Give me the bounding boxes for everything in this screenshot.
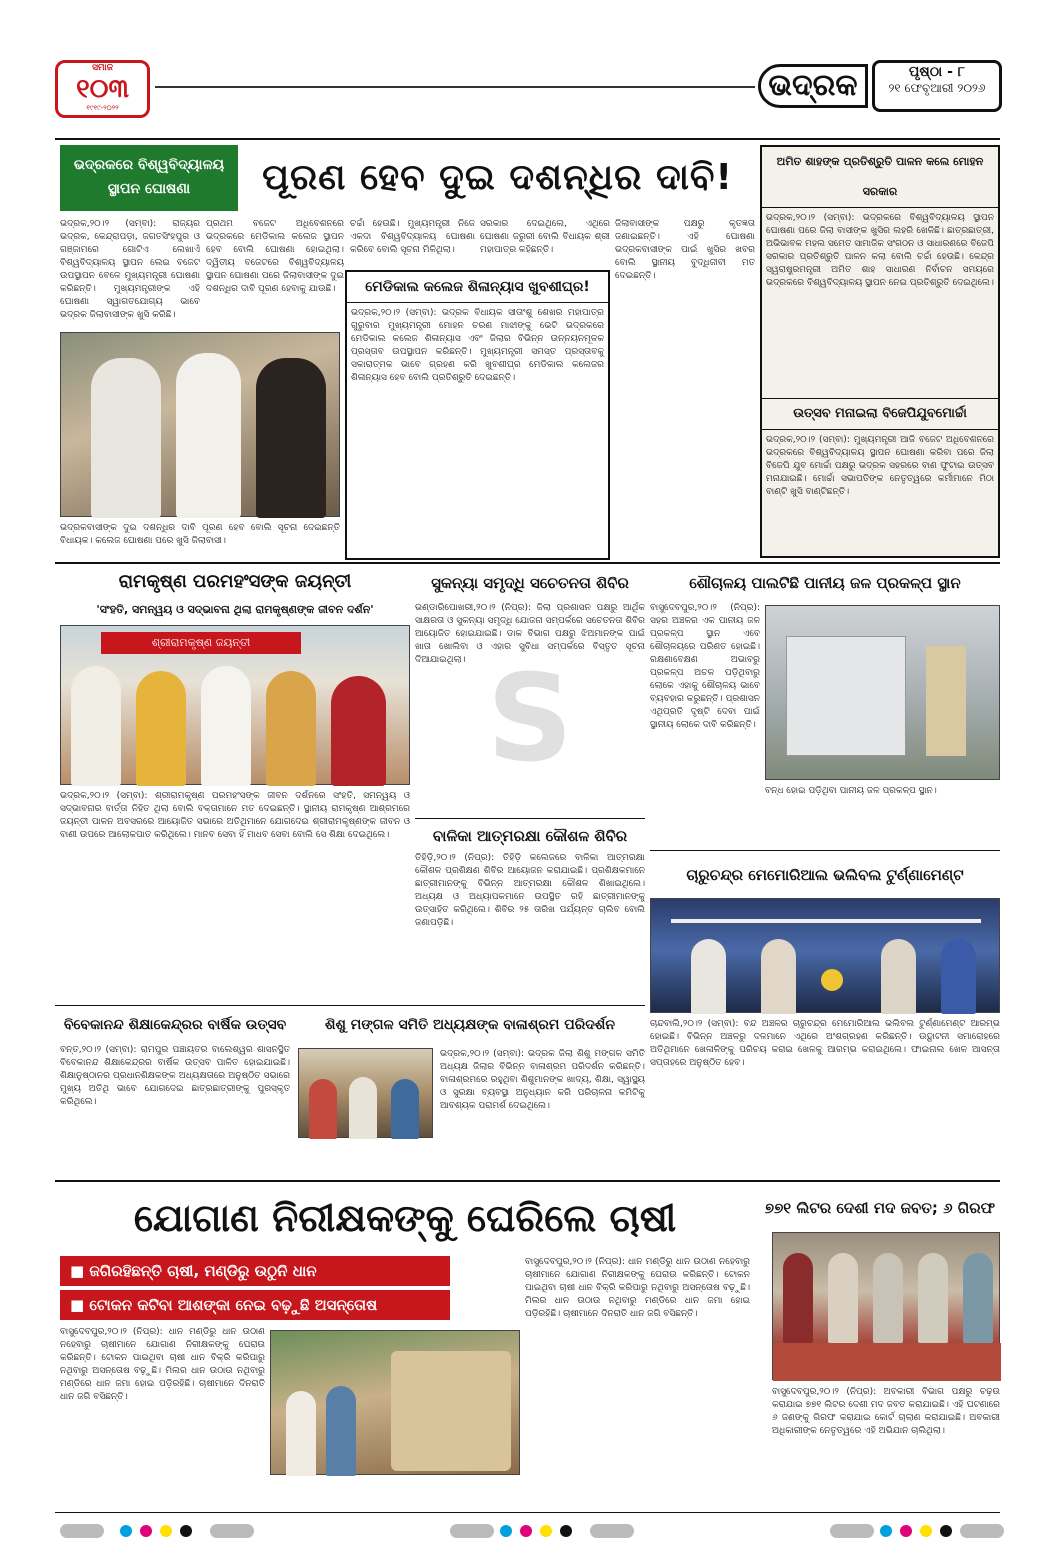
cyan-dot <box>500 1525 512 1537</box>
liquor-body: ବାସୁଦେବପୁର,୨୦।୨ (ନିପ୍ର): ଅବକାରୀ ବିଭାଗ ପକ୍ଷରୁ ଚଢ଼ଉ କରାଯାଇ ୭୭୧ ଲିଟର ଦେଶୀ ମଦ ଜବତ କରାଯାଇଛି। ଏହି ଘଟଣାରେ ୬ ଜଣଙ୍କୁ ଗିରଫ କରାଯାଇ କୋର୍ଟ ଚାଲାଣ କରାଯାଇଛି। ଅବକାରୀ ଅଧିକାରୀଙ୍କ ନେତୃତ୍ୱରେ ଏହି ଅଭିଯାନ ଚାଲିଥିଲା। <box>772 1387 1000 1436</box>
footer-register-mark <box>450 1524 494 1538</box>
ramakrishna-headline: ରାମକୃଷ୍ଣ ପରମହଂସଙ୍କ ଜୟନ୍ତୀ <box>118 571 352 592</box>
page-number: ପୃଷ୍ଠା - ୮ <box>908 64 966 80</box>
shishu-body: ଭଦ୍ରକ,୨୦।୨ (ସମ୍ବା): ଭଦ୍ରକ ଜିଲା ଶିଶୁ ମଙ୍ଗଳ ସମିତି ଅଧ୍ୟକ୍ଷ ଜିଲାର ବିଭିନ୍ନ ବାଳାଶ୍ରମ ପରିଦର୍ଶନ କରିଛନ୍ତି। ବାଳାଶ୍ରମରେ ରହୁଥିବା ଶିଶୁମାନଙ୍କ ଖାଦ୍ୟ, ଶିକ୍ଷା, ସ୍ୱାସ୍ଥ୍ୟ ଓ ସୁରକ୍ଷା ବ୍ୟବସ୍ଥା ଅନୁଧ୍ୟାନ କରି ପରିଚାଳନା କମିଟିକୁ ଆବଶ୍ୟକ ପରାମର୍ଶ ଦେଇଥିଲେ। <box>440 1049 645 1111</box>
cyan-dot <box>880 1525 892 1537</box>
person-figure <box>881 939 916 1014</box>
black-dot <box>940 1525 952 1537</box>
black-dot <box>560 1525 572 1537</box>
lead-body-col2: ପ୍ରଥମ ବଜେଟ ଅଧିବେଶନରେ ଭଦ୍ରକରେ ମେଡିକାଲ କଲେଜ ସ୍ଥାପନ ହେବ ବୋଲି ଘୋଷଣା ହୋଇଥିଲା। ଦ୍ୱିତୀୟ ବଜେଟରେ ବିଶ୍ୱବିଦ୍ୟାଳୟ ସ୍ଥାପନ ଘୋଷଣା ପରେ ଜିଲାବାସୀଙ୍କ ଦୁଇ ଦଶନ୍ଧିର ଦାବି ପୂରଣ ହେବାକୁ ଯାଉଛି। <box>206 219 344 294</box>
newspaper-logo <box>55 60 150 118</box>
person-figure <box>309 1079 337 1139</box>
person-figure <box>136 671 186 786</box>
divider-volleyball <box>650 850 1000 851</box>
person-figure <box>783 1253 813 1343</box>
bjym-body: ଭଦ୍ରକ,୨୦।୨ (ସମ୍ବା): ମୁଖ୍ୟମନ୍ତ୍ରୀ ଆଜି ବଜେଟ ଅଧିବେଶନରେ ଭଦ୍ରକରେ ବିଶ୍ୱବିଦ୍ୟାଳୟ ସ୍ଥାପନ ଘୋଷଣା କରିବା ପରେ ଜିଲା ବିଜେପି ଯୁବ ମୋର୍ଚ୍ଚା ପକ୍ଷରୁ ଭଦ୍ରକ ସହରରେ ବାଣ ଫୁଟାଇ ଉତ୍ସବ ମନାଯାଇଛି। ମୋର୍ଚ୍ଚା ସଭାପତିଙ୍କ ନେତୃତ୍ୱରେ କର୍ମୀମାନେ ମିଠା ବାଣ୍ଟି ଖୁସି ବାଣ୍ଟିଛନ୍ତି। <box>766 435 994 497</box>
person-figure <box>326 1386 356 1476</box>
person-figure <box>391 1079 419 1139</box>
logo-top-text: ସମାଜ <box>92 63 113 73</box>
shouchalaya-caption: ବନ୍ଧ ହୋଇ ପଡ଼ିଥିବା ପାନୀୟ ଜଳ ପ୍ରକଳ୍ପ ସ୍ଥାନ। <box>765 786 937 796</box>
lead-body-col4: ସରକାର ଦେଇଥିଲେ, ଏଥିରେ ଘୋଷଣା ଜରୁରୀ ବୋଲି ବିଧାୟକ ଶ୍ରୀ ମହାପାତ୍ର କହିଛନ୍ତି। <box>480 219 610 255</box>
page-number-box <box>872 60 1002 112</box>
divider-balika <box>415 818 645 819</box>
footer-rule <box>55 1512 1000 1513</box>
pillar <box>926 646 966 756</box>
sukanya-headline: ସୁକନ୍ୟା ସମୃଦ୍ଧି ସଚେତନତା ଶିବିର <box>431 574 629 592</box>
medical-college-box <box>345 270 610 560</box>
lead-body-col5: ଜିଲାବାସୀଙ୍କ ପକ୍ଷରୁ କୃତଜ୍ଞତା ଜଣାଇଛନ୍ତି। ଏହି ଘୋଷଣା ଭଦ୍ରକବାସୀଙ୍କ ପାଇଁ ଖୁସିର ଖବର ବୋଲି ସ୍ଥାନୀୟ ବୁଦ୍ଧିଜୀବୀ ମତ ଦେଇଛନ୍ତି। <box>615 219 755 281</box>
footer-register-mark <box>210 1524 254 1538</box>
volleyball-photo <box>650 898 1000 1013</box>
medical-headline: ମେଡିକାଲ କଲେଜ ଶିଳାନ୍ୟାସ ଖୁବଶୀଘ୍ର! <box>347 272 608 303</box>
jogana-bullet-1: ■ ଜଗିରହିଛନ୍ତି ଚାଷୀ, ମଣ୍ଡିରୁ ଉଠୁନି ଧାନ <box>60 1256 450 1286</box>
footer-register-mark <box>590 1524 634 1538</box>
liquor-photo <box>772 1232 1000 1380</box>
volleyball-body: ଚାନ୍ଦବାଲି,୨୦।୨ (ସମ୍ବା): ବନ୍ଦ ଅଞ୍ଚଳର ଚାରୁଚନ୍ଦ୍ର ମେମୋରିଆଲ ଭଲିବଲ ଟୁର୍ଣ୍ଣାମେଣ୍ଟ ଆରମ୍ଭ ହୋଇଛି। ବିଭିନ୍ନ ଅଞ୍ଚଳରୁ ଦଳମାନେ ଏଥିରେ ଅଂଶଗ୍ରହଣ କରିଛନ୍ତି। ଉଦ୍ଘାଟନୀ ସମାରୋହରେ ଅତିଥିମାନେ ଖେଳାଳିଙ୍କୁ ପରିଚୟ କରାଇ ଖେଳକୁ ଆରମ୍ଭ କରାଇଥିଲେ। ଫାଇନାଲ ଖେଳ ଆସନ୍ତା ସପ୍ତାହରେ ଅନୁଷ୍ଠିତ ହେବ। <box>650 1019 1000 1068</box>
person-figure <box>873 1253 903 1343</box>
sukanya-body: ଭଣ୍ଡାରିପୋଖରୀ,୨୦।୨ (ନିପ୍ର): ଜିଲା ପ୍ରଶାସନ ପକ୍ଷରୁ ଆର୍ଥିକ ସାକ୍ଷରତା ଓ ସୁକନ୍ୟା ସମୃଦ୍ଧି ଯୋଜନା ସମ୍ପର୍କରେ ସଚେତନତା ଶିବିର ଆୟୋଜିତ ହୋଇଯାଇଛି। ଡାକ ବିଭାଗ ପକ୍ଷରୁ ଝିଅମାନଙ୍କ ପାଇଁ ଖାତା ଖୋଲିବା ଓ ଏହାର ସୁବିଧା ସମ୍ପର୍କରେ ବିସ୍ତୃତ ସୂଚନା ଦିଆଯାଇଥିଲା। <box>415 603 645 665</box>
yellow-dot <box>160 1525 172 1537</box>
ramakrishna-body: ଭଦ୍ରକ,୨୦।୨ (ସମ୍ବା): ଶ୍ରୀରାମକୃଷ୍ଣ ପରମହଂସଙ୍କ ଜୀବନ ଦର୍ଶନରେ ସଂହତି, ସମନ୍ୱୟ ଓ ସଦ୍ଭାବନାର ବାର୍ତ୍ତା ନିହିତ ଥିଲା ବୋଲି ବକ୍ତାମାନେ ମତ ଦେଇଛନ୍ତି। ସ୍ଥାନୀୟ ରାମକୃଷ୍ଣ ଆଶ୍ରମରେ ଜୟନ୍ତୀ ପାଳନ ଅବସରରେ ଆୟୋଜିତ ସଭାରେ ଅତିଥିମାନେ ଯୋଗଦେଇ ଶ୍ରୀରାମକୃଷ୍ଣଙ୍କ ଜୀବନ ଓ ବାଣୀ ଉପରେ ଆଲୋକପାତ କରିଥିଲେ। ମାନବ ସେବା ହିଁ ମାଧବ ସେବା ବୋଲି ସେ ଶିକ୍ଷା ଦେଇଥିଲେ। <box>60 791 410 840</box>
logo-years: ୧୯୧୯-୨୦୨୨ <box>86 104 119 112</box>
person-figure <box>349 1077 377 1139</box>
amit-headline: ଅମିତ ଶାହଙ୍କ ପ୍ରତିଶ୍ରୁତି ପାଳନ କଲେ ମୋହନ ସରକାର <box>762 147 998 208</box>
watermark-logo: S <box>486 650 574 789</box>
masthead-rule <box>155 86 755 88</box>
footer-register-mark <box>960 1524 1004 1538</box>
person-figure <box>91 358 161 518</box>
yellow-dot <box>540 1525 552 1537</box>
magenta-dot <box>900 1525 912 1537</box>
shouchalaya-body: ବାସୁଦେବପୁର,୨୦।୨ (ନିପ୍ର): ସହର ଅଞ୍ଚଳର ଏକ ପାନୀୟ ଜଳ ପ୍ରକଳ୍ପ ସ୍ଥାନ ଏବେ ଶୌଚାଳୟରେ ପରିଣତ ହୋଇଛି। ରକ୍ଷଣାବେକ୍ଷଣ ଅଭାବରୁ ପ୍ରକଳ୍ପ ଅଚଳ ପଡ଼ିଥିବାରୁ ଲୋକେ ଏହାକୁ ଶୌଚାଳୟ ଭାବେ ବ୍ୟବହାର କରୁଛନ୍ତି। ପ୍ରଶାସନ ଏଥିପ୍ରତି ଦୃଷ୍ଟି ଦେବା ପାଇଁ ସ୍ଥାନୀୟ ଲୋକେ ଦାବି କରିଛନ୍ତି। <box>650 603 760 730</box>
balika-headline: ବାଳିକା ଆତ୍ମରକ୍ଷା କୌଶଳ ଶିବିର <box>432 827 628 845</box>
shishu-headline: ଶିଶୁ ମଙ୍ଗଳ ସମିତି ଅଧ୍ୟକ୍ଷଙ୍କ ବାଳାଶ୍ରମ ପରିଦର୍ଶନ <box>325 1017 615 1033</box>
shouchalaya-headline: ଶୌଚାଳୟ ପାଲଟିଛି ପାନୀୟ ଜଳ ପ୍ରକଳ୍ପ ସ୍ଥାନ <box>689 574 961 592</box>
volleyball-headline: ଚାରୁଚନ୍ଦ୍ର ମେମୋରିଆଲ ଭଲିବଲ ଟୁର୍ଣ୍ଣାମେଣ୍ଟ <box>686 866 964 884</box>
ramakrishna-subhead: 'ସଂହତି, ସମନ୍ୱୟ ଓ ସଦ୍ଭାବନା ଥିଲା ରାମକୃଷ୍ଣଙ୍କ ଜୀବନ ଦର୍ଶନ' <box>96 603 374 616</box>
rice-sacks <box>391 1351 511 1471</box>
person-figure <box>941 939 976 1014</box>
person-figure <box>266 671 316 786</box>
section-title: ଭଦ୍ରକ <box>758 64 868 108</box>
person-figure <box>71 666 121 786</box>
amit-body: ଭଦ୍ରକ,୨୦।୨ (ସମ୍ବା): ଭଦ୍ରକରେ ବିଶ୍ୱବିଦ୍ୟାଳୟ ସ୍ଥାପନ ଘୋଷଣା ପରେ ଜିଲା ବାସୀଙ୍କ ଖୁସିର ଲହରି ଖେଳିଛି। ଛାତ୍ରଛାତ୍ରୀ, ଅଭିଭାବକ ମହଲ ସମେତ ସାମାଜିକ ସଂଗଠନ ଓ ସାଧାରଣରେ ବିଜେପି ସରକାର ପ୍ରତିଶ୍ରୁତି ପାଳନ କଲା ବୋଲି ଚର୍ଚ୍ଚା ହେଉଛି। କେନ୍ଦ୍ର ସ୍ୱରାଷ୍ଟ୍ରମନ୍ତ୍ରୀ ଅମିତ ଶାହ ସାଧାରଣ ନିର୍ବାଚନ ସମୟରେ ଭଦ୍ରକରେ ବିଶ୍ୱବିଦ୍ୟାଳୟ ସ୍ଥାପନ ନେଇ ପ୍ରତିଶ୍ରୁତି ଦେଇଥିଲେ। <box>766 213 994 288</box>
black-dot <box>180 1525 192 1537</box>
seized-goods <box>773 1343 1001 1381</box>
shouchalaya-photo <box>765 605 1000 780</box>
jogana-headline: ଯୋଗାଣ ନିରୀକ୍ଷକଙ୍କୁ ଘେରିଲେ ଚାଷୀ <box>133 1196 677 1240</box>
person-figure <box>828 1253 858 1343</box>
lead-body-col1: ଭଦ୍ରକ,୨୦।୨ (ସମ୍ବା): ରାଜ୍ୟର ଭଦ୍ରକ, କେନ୍ଦ୍ରାପଡ଼ା, ଜଗତସିଂହପୁର ଓ ଗଞ୍ଜାମରେ ଗୋଟିଏ ଲେଖାଏଁ ବିଶ୍ୱବିଦ୍ୟାଳୟ ସ୍ଥାପନ ଲେଇ ବଜେଟ ଉପସ୍ଥାପନ ବେଳେ ମୁଖ୍ୟମନ୍ତ୍ରୀ ଘୋଷଣା କରିଛନ୍ତି। ମୁଖ୍ୟମନ୍ତ୍ରୀଙ୍କ ଏହି ଘୋଷଣା ସ୍ୱାଗତଯୋଗ୍ୟ ଭାବେ ଭଦ୍ରକ ଜିଲାବାସୀଙ୍କ ଖୁସି କରିଛି। <box>60 219 200 320</box>
medical-body: ଭଦ୍ରକ,୨୦।୨ (ସମ୍ବା): ଭଦ୍ରକ ବିଧାୟକ ସୀତାଂଶୁ ଶେଖର ମହାପାତ୍ର ଗୁରୁବାର ମୁଖ୍ୟମନ୍ତ୍ରୀ ମୋହନ ଚରଣ ମାଝୀଙ୍କୁ ଭେଟି ଭଦ୍ରକରେ ମେଡିକାଲ କଲେଜ ଶିଳାନ୍ୟାସ ଏବଂ ଜିଲାର ବିଭିନ୍ନ ଉନ୍ନୟନମୂଳକ ପ୍ରସ୍ତାବ ଉପସ୍ଥାପନ କରିଛନ୍ତି। ମୁଖ୍ୟମନ୍ତ୍ରୀ ସମସ୍ତ ପ୍ରସ୍ତାବକୁ ସକାରାତ୍ମକ ଭାବେ ଗ୍ରହଣ କରି ଖୁବଶୀଘ୍ର ମେଡିକାଲ କଲେଜର ଶିଳାନ୍ୟାସ ହେବ ବୋଲି ପ୍ରତିଶ୍ରୁତି ଦେଇଛନ୍ତି। <box>351 308 604 383</box>
volleyball-net <box>671 919 981 923</box>
lead-body-col3: ଚର୍ଚ୍ଚା ହେଉଛି। ମୁଖ୍ୟମନ୍ତ୍ରୀ ନିଜେ ଏକଦା ବିଶ୍ୱବିଦ୍ୟାଳୟ ଘୋଷଣା କରିବେ ବୋଲି ସୂଚନା ମିଳିଥିଲା। <box>350 219 475 255</box>
lead-photo <box>60 332 340 517</box>
person-figure <box>256 358 326 518</box>
jogana-body-cont: ବାସୁଦେବପୁର,୨୦।୨ (ନିପ୍ର): ଧାନ ମଣ୍ଡିରୁ ଧାନ ଉଠାଣ ନହେବାରୁ ଚାଷୀମାନେ ଯୋଗାଣ ନିରୀକ୍ଷକଙ୍କୁ ଘେରାଉ କରିଛନ୍ତି। ଟୋକନ ପାଇଥିବା ଚାଷୀ ଧାନ ବିକ୍ରି କରିପାରୁ ନଥିବାରୁ ଅସନ୍ତୋଷ ବଢ଼ୁଛି। ମିଲର ଧାନ ଉଠାଉ ନଥିବାରୁ ମଣ୍ଡିରେ ଧାନ ଜମା ହୋଇ ପଡ଼ିରହିଛି। ଚାଷୀମାନେ ଦିନରାତି ଧାନ ଜଗି ବସିଛନ୍ତି। <box>525 1257 750 1319</box>
divider-3 <box>55 1180 1000 1182</box>
divider-2 <box>55 1005 645 1006</box>
divider-1 <box>55 562 1000 564</box>
person-figure <box>201 666 251 786</box>
jogana-photo <box>270 1330 520 1475</box>
magenta-dot <box>520 1525 532 1537</box>
person-figure <box>286 1391 316 1476</box>
amit-shah-box <box>760 145 1000 558</box>
top-divider <box>55 138 1000 140</box>
vivekananda-body: ବନ୍ତ,୨୦।୨ (ସମ୍ବା): ରାମପୁର ପଞ୍ଚାୟତର ବାଲେଶ୍ୱର ଶାସନସ୍ଥିତ ବିବେକାନନ୍ଦ ଶିକ୍ଷାକେନ୍ଦ୍ରର ବାର୍ଷିକ ଉତ୍ସବ ପାଳିତ ହୋଇଯାଇଛି। ଶିକ୍ଷାନୁଷ୍ଠାନର ପ୍ରଧାନଶିକ୍ଷକଙ୍କ ଅଧ୍ୟକ୍ଷତାରେ ଅନୁଷ୍ଠିତ ସଭାରେ ମୁଖ୍ୟ ଅତିଥି ଭାବେ ଯୋଗଦେଇ ଛାତ୍ରଛାତ୍ରୀଙ୍କୁ ପୁରସ୍କୃତ କରିଥିଲେ। <box>60 1045 290 1107</box>
magenta-dot <box>140 1525 152 1537</box>
cyan-dot <box>120 1525 132 1537</box>
jogana-bullet-2: ■ ଟୋକନ କଟିବା ଆଶଙ୍କା ନେଇ ବଢ଼ୁଛି ଅସନ୍ତୋଷ <box>60 1290 450 1320</box>
page-date: ୨୧ ଫେବୃଆରୀ ୨୦୨୬ <box>888 81 986 95</box>
lead-photo-caption: ଭଦ୍ରକବାସୀଙ୍କ ଦୁଇ ଦଶନ୍ଧିର ଦାବି ପୂରଣ ହେବ ବୋଲି ସୂଚନା ଦେଇଛନ୍ତି ବିଧାୟକ। କଲେଜ ଘୋଷଣା ପରେ ଖୁସି ଜିଲାବାସୀ। <box>60 523 340 546</box>
liquor-headline: ୭୭୧ ଲିଟର ଦେଶୀ ମଦ ଜବତ; ୬ ଗିରଫ <box>764 1199 996 1217</box>
person-figure <box>918 1253 948 1343</box>
bjym-headline: ଉତ୍ସବ ମନାଇଲା ବିଜେପିଯୁବମୋର୍ଚ୍ଚା <box>762 398 998 430</box>
yellow-dot <box>920 1525 932 1537</box>
tiled-wall <box>786 636 906 756</box>
footer-register-mark <box>60 1524 104 1538</box>
lead-headline: ପୂରଣ ହେବ ଦୁଇ ଦଶନ୍ଧିର ଦାବି! <box>262 157 733 198</box>
person-figure <box>761 939 796 1014</box>
person-figure <box>176 353 241 518</box>
vivekananda-headline: ବିବେକାନନ୍ଦ ଶିକ୍ଷାକେନ୍ଦ୍ରର ବାର୍ଷିକ ଉତ୍ସବ <box>63 1017 287 1033</box>
balika-body: ତିହିଡ଼ି,୨୦।୨ (ନିପ୍ର): ତିହିଡ଼ି କଲେଜରେ ବାଳିକା ଆତ୍ମରକ୍ଷା କୌଶଳ ପ୍ରଶିକ୍ଷଣ ଶିବିର ଆୟୋଜନ କରାଯାଇଛି। ପ୍ରଶିକ୍ଷକମାନେ ଛାତ୍ରୀମାନଙ୍କୁ ବିଭିନ୍ନ ଆତ୍ମରକ୍ଷା କୌଶଳ ଶିଖାଇଥିଲେ। ଅଧ୍ୟକ୍ଷ ଓ ଅଧ୍ୟାପକମାନେ ଉପସ୍ଥିତ ରହି ଛାତ୍ରୀମାନଙ୍କୁ ଉତ୍ସାହିତ କରିଥିଲେ। ଶିବିର ୨୫ ତାରିଖ ପର୍ଯ୍ୟନ୍ତ ଚାଲିବ ବୋଲି ଜଣାପଡ଼ିଛି। <box>415 853 645 928</box>
ramakrishna-banner: ଶ୍ରୀରାମକୃଷ୍ଣ ଜୟନ୍ତୀ <box>101 632 301 654</box>
logo-number: ୧୦୩ <box>76 74 129 104</box>
lead-kicker: ଭଦ୍ରକରେ ବିଶ୍ୱବିଦ୍ୟାଳୟ ସ୍ଥାପନ ଘୋଷଣା <box>60 145 238 211</box>
shishu-photo <box>298 1048 433 1138</box>
footer-register-mark <box>830 1524 874 1538</box>
jogana-body: ବାସୁଦେବପୁର,୨୦।୨ (ନିପ୍ର): ଧାନ ମଣ୍ଡିରୁ ଧାନ ଉଠାଣ ନହେବାରୁ ଚାଷୀମାନେ ଯୋଗାଣ ନିରୀକ୍ଷକଙ୍କୁ ଘେରାଉ କରିଛନ୍ତି। ଟୋକନ ପାଇଥିବା ଚାଷୀ ଧାନ ବିକ୍ରି କରିପାରୁ ନଥିବାରୁ ଅସନ୍ତୋଷ ବଢ଼ୁଛି। ମିଲର ଧାନ ଉଠାଉ ନଥିବାରୁ ମଣ୍ଡିରେ ଧାନ ଜମା ହୋଇ ପଡ଼ିରହିଛି। ଚାଷୀମାନେ ଦିନରାତି ଧାନ ଜଗି ବସିଛନ୍ତି। <box>60 1327 265 1402</box>
person-figure <box>691 939 726 1014</box>
ramakrishna-photo <box>60 625 410 785</box>
person-figure <box>963 1253 993 1343</box>
volleyball-ball <box>821 969 843 991</box>
person-figure <box>331 676 386 786</box>
